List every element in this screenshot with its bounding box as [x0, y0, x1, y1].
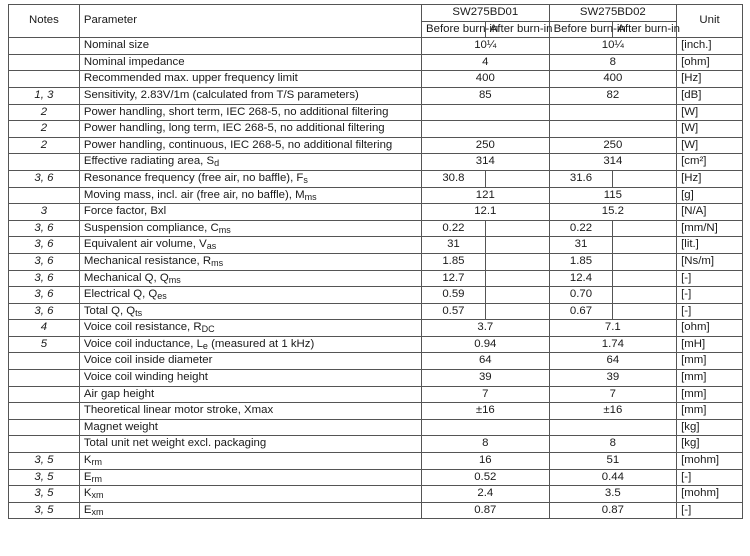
row-value — [613, 270, 677, 287]
table-row — [9, 270, 743, 287]
parameter-label: E — [83, 470, 92, 483]
row-unit: [mm] — [677, 353, 743, 370]
row-value: 2.4 — [422, 486, 550, 503]
parameter-label: Nominal size — [83, 39, 150, 52]
row-parameter — [79, 303, 421, 320]
row-unit: [-] — [677, 287, 743, 304]
parameter-label: Power handling, continuous, IEC 268-5, no additional filtering — [83, 138, 393, 151]
table-row — [9, 436, 743, 453]
notes-header: Notes — [9, 5, 80, 38]
row-value — [549, 419, 677, 436]
row-unit: [-] — [677, 502, 743, 519]
row-parameter — [79, 54, 421, 71]
row-value: 0.70 — [549, 287, 613, 304]
row-notes — [9, 154, 80, 171]
parameter-subscript: xm — [91, 506, 104, 517]
row-notes: 3 — [9, 204, 80, 221]
row-value — [422, 121, 550, 138]
row-value — [613, 170, 677, 187]
table-row — [9, 403, 743, 420]
row-unit: [inch.] — [677, 38, 743, 55]
table-row — [9, 469, 743, 486]
parameter-subscript: e — [202, 340, 208, 351]
parameter-subscript: ms — [304, 191, 317, 202]
row-notes: 3, 6 — [9, 220, 80, 237]
row-value — [422, 419, 550, 436]
row-notes — [9, 54, 80, 71]
row-unit: [mm/N] — [677, 220, 743, 237]
row-value: 0.59 — [422, 287, 486, 304]
row-parameter — [79, 336, 421, 353]
row-notes — [9, 71, 80, 88]
row-notes — [9, 370, 80, 387]
row-value: 1.85 — [422, 253, 486, 270]
parameter-label: Moving mass, incl. air (free air, no baffle), M — [83, 188, 305, 201]
row-notes: 3, 5 — [9, 469, 80, 486]
parameter-header: Parameter — [79, 5, 421, 38]
parameter-subscript: ts — [135, 307, 143, 318]
table-row — [9, 370, 743, 387]
row-notes — [9, 419, 80, 436]
row-notes: 1, 3 — [9, 87, 80, 104]
row-value: 51 — [549, 453, 677, 470]
table-row — [9, 253, 743, 270]
row-value: ±16 — [422, 403, 550, 420]
row-value: 12.1 — [422, 204, 550, 221]
row-parameter — [79, 204, 421, 221]
row-value: 400 — [422, 71, 550, 88]
row-notes: 3, 6 — [9, 170, 80, 187]
row-value: 0.94 — [422, 336, 550, 353]
row-notes: 3, 5 — [9, 453, 80, 470]
row-value — [485, 237, 549, 254]
row-unit: [lit.] — [677, 237, 743, 254]
parameter-label: Mechanical resistance, R — [83, 254, 212, 267]
row-notes: 3, 6 — [9, 270, 80, 287]
row-value: 3.7 — [422, 320, 550, 337]
row-value — [485, 303, 549, 320]
table-body — [9, 38, 743, 519]
row-value — [485, 287, 549, 304]
table-row — [9, 104, 743, 121]
parameter-suffix: (measured at 1 kHz) — [207, 337, 315, 350]
parameter-subscript: es — [157, 291, 167, 302]
row-notes: 3, 6 — [9, 253, 80, 270]
row-parameter — [79, 419, 421, 436]
row-value — [613, 220, 677, 237]
row-value: 1.74 — [549, 336, 677, 353]
row-value: ±16 — [549, 403, 677, 420]
table-row — [9, 386, 743, 403]
row-notes — [9, 403, 80, 420]
parameter-label: K — [83, 454, 92, 467]
row-value: 0.87 — [549, 502, 677, 519]
parameter-subscript: xm — [91, 490, 104, 501]
parameter-label: Sensitivity, 2.83V/1m (calculated from T/S parameters) — [83, 88, 359, 101]
table-row — [9, 502, 743, 519]
parameter-subscript: ms — [211, 257, 224, 268]
row-unit: [mohm] — [677, 453, 743, 470]
row-notes — [9, 436, 80, 453]
row-value: 30.8 — [422, 170, 486, 187]
row-value: 12.4 — [549, 270, 613, 287]
row-value — [485, 220, 549, 237]
row-notes — [9, 187, 80, 204]
parameter-label: Equivalent air volume, V — [83, 238, 207, 251]
table-row — [9, 154, 743, 171]
row-parameter — [79, 137, 421, 154]
row-unit: [Ns/m] — [677, 253, 743, 270]
row-unit: [cm²] — [677, 154, 743, 171]
table-row — [9, 187, 743, 204]
row-parameter — [79, 187, 421, 204]
row-value — [485, 170, 549, 187]
row-value: 0.52 — [422, 469, 550, 486]
table-row — [9, 170, 743, 187]
row-value — [613, 237, 677, 254]
parameter-subscript: s — [303, 174, 308, 185]
row-value — [613, 303, 677, 320]
row-value: 1.85 — [549, 253, 613, 270]
row-value: 31.6 — [549, 170, 613, 187]
row-unit: [N/A] — [677, 204, 743, 221]
row-parameter — [79, 154, 421, 171]
row-parameter — [79, 502, 421, 519]
row-value — [613, 253, 677, 270]
row-value: 64 — [549, 353, 677, 370]
row-value: 64 — [422, 353, 550, 370]
parameter-label: Power handling, short term, IEC 268-5, no additional filtering — [83, 105, 389, 118]
row-value: 3.5 — [549, 486, 677, 503]
parameter-label: Suspension compliance, C — [83, 221, 219, 234]
unit-header: Unit — [677, 5, 743, 38]
row-value: 8 — [549, 54, 677, 71]
parameter-subscript: d — [214, 158, 220, 169]
parameter-label: Voice coil inside diameter — [83, 354, 213, 367]
row-unit: [mm] — [677, 386, 743, 403]
table-row — [9, 137, 743, 154]
parameter-label: Electrical Q, Q — [83, 288, 158, 301]
row-value: 39 — [422, 370, 550, 387]
row-value: 12.7 — [422, 270, 486, 287]
table-row — [9, 287, 743, 304]
row-parameter — [79, 469, 421, 486]
row-notes: 3, 5 — [9, 486, 80, 503]
after-burn-in-header: After burn-in — [485, 21, 549, 38]
before-burn-in-header: Before burn-in — [422, 21, 486, 38]
parameter-label: Resonance frequency (free air, no baffle), F — [83, 171, 304, 184]
table-row — [9, 87, 743, 104]
parameter-label: Recommended max. upper frequency limit — [83, 72, 298, 85]
row-value: 16 — [422, 453, 550, 470]
row-parameter — [79, 403, 421, 420]
row-parameter — [79, 287, 421, 304]
row-value: 82 — [549, 87, 677, 104]
row-notes: 3, 6 — [9, 287, 80, 304]
row-value: 4 — [422, 54, 550, 71]
row-value: 0.87 — [422, 502, 550, 519]
row-value: 8 — [549, 436, 677, 453]
row-value — [549, 104, 677, 121]
parameter-label: Voice coil inductance, L — [83, 337, 203, 350]
parameter-label: Effective radiating area, S — [83, 155, 215, 168]
parameter-table — [8, 4, 743, 519]
table-row — [9, 453, 743, 470]
row-notes: 5 — [9, 336, 80, 353]
row-unit: [-] — [677, 469, 743, 486]
row-parameter — [79, 237, 421, 254]
table-row — [9, 204, 743, 221]
row-notes: 4 — [9, 320, 80, 337]
row-unit: [ohm] — [677, 320, 743, 337]
row-unit: [Hz] — [677, 170, 743, 187]
parameter-label: Mechanical Q, Q — [83, 271, 169, 284]
row-value: 121 — [422, 187, 550, 204]
parameter-subscript: DC — [201, 324, 215, 335]
row-value — [485, 253, 549, 270]
row-unit: [ohm] — [677, 54, 743, 71]
parameter-label: Theoretical linear motor stroke, Xmax — [83, 404, 274, 417]
parameter-label: Voice coil resistance, R — [83, 321, 202, 334]
parameter-label: Nominal impedance — [83, 55, 185, 68]
row-notes — [9, 353, 80, 370]
row-value — [422, 104, 550, 121]
table-row — [9, 237, 743, 254]
parameter-label: Power handling, long term, IEC 268-5, no additional filtering — [83, 122, 385, 135]
row-value: 15.2 — [549, 204, 677, 221]
parameter-subscript: ms — [218, 224, 231, 235]
row-unit: [kg] — [677, 436, 743, 453]
parameter-label: K — [83, 487, 92, 500]
row-value: 0.57 — [422, 303, 486, 320]
table-row — [9, 419, 743, 436]
row-notes: 3, 6 — [9, 237, 80, 254]
row-value: 250 — [422, 137, 550, 154]
row-value: 31 — [422, 237, 486, 254]
row-value: 314 — [549, 154, 677, 171]
row-parameter — [79, 121, 421, 138]
parameter-label: Air gap height — [83, 387, 155, 400]
row-notes: 3, 5 — [9, 502, 80, 519]
row-value — [549, 121, 677, 138]
row-unit: [mohm] — [677, 486, 743, 503]
row-value: 39 — [549, 370, 677, 387]
row-value: 7.1 — [549, 320, 677, 337]
row-notes: 2 — [9, 137, 80, 154]
row-parameter — [79, 353, 421, 370]
row-parameter — [79, 220, 421, 237]
row-value: 0.44 — [549, 469, 677, 486]
table-row — [9, 71, 743, 88]
row-unit: [Hz] — [677, 71, 743, 88]
parameter-subscript: ms — [168, 274, 181, 285]
parameter-label: E — [83, 503, 92, 516]
row-unit: [W] — [677, 104, 743, 121]
parameter-label: Magnet weight — [83, 420, 158, 433]
row-notes: 3, 6 — [9, 303, 80, 320]
row-unit: [W] — [677, 121, 743, 138]
row-notes — [9, 386, 80, 403]
row-value: 0.22 — [549, 220, 613, 237]
table-row — [9, 38, 743, 55]
row-value — [613, 287, 677, 304]
row-parameter — [79, 104, 421, 121]
row-value: 8 — [422, 436, 550, 453]
row-value: 31 — [549, 237, 613, 254]
row-value: 115 — [549, 187, 677, 204]
row-value: 7 — [549, 386, 677, 403]
row-value: 314 — [422, 154, 550, 171]
row-unit: [dB] — [677, 87, 743, 104]
row-value: 250 — [549, 137, 677, 154]
row-unit: [kg] — [677, 419, 743, 436]
row-notes — [9, 38, 80, 55]
row-value: 10¼ — [422, 38, 550, 55]
table-row — [9, 121, 743, 138]
row-parameter — [79, 436, 421, 453]
row-value — [485, 270, 549, 287]
parameter-subscript: rm — [91, 457, 102, 468]
row-value: 0.22 — [422, 220, 486, 237]
row-parameter — [79, 87, 421, 104]
row-parameter — [79, 270, 421, 287]
after-burn-in-header: After burn-in — [613, 21, 677, 38]
parameter-label: Total unit net weight excl. packaging — [83, 437, 267, 450]
row-value: 0.67 — [549, 303, 613, 320]
row-notes: 2 — [9, 121, 80, 138]
table-row — [9, 54, 743, 71]
row-value: 10¼ — [549, 38, 677, 55]
row-parameter — [79, 320, 421, 337]
parameter-subscript: rm — [91, 473, 102, 484]
table-row — [9, 220, 743, 237]
before-burn-in-header: Before burn-in — [549, 21, 613, 38]
row-parameter — [79, 170, 421, 187]
row-parameter — [79, 453, 421, 470]
row-value: 7 — [422, 386, 550, 403]
parameter-label: Voice coil winding height — [83, 371, 208, 384]
model-header-2: SW275BD02 — [549, 5, 677, 22]
row-parameter — [79, 253, 421, 270]
row-unit: [-] — [677, 303, 743, 320]
row-unit: [mm] — [677, 370, 743, 387]
table-row — [9, 303, 743, 320]
table-row — [9, 320, 743, 337]
row-parameter — [79, 486, 421, 503]
parameter-subscript: as — [206, 241, 217, 252]
row-unit: [mH] — [677, 336, 743, 353]
row-unit: [W] — [677, 137, 743, 154]
row-parameter — [79, 71, 421, 88]
row-value: 85 — [422, 87, 550, 104]
row-unit: [g] — [677, 187, 743, 204]
table-row — [9, 336, 743, 353]
row-parameter — [79, 370, 421, 387]
row-notes: 2 — [9, 104, 80, 121]
row-unit: [mm] — [677, 403, 743, 420]
row-parameter — [79, 38, 421, 55]
row-unit: [-] — [677, 270, 743, 287]
model-header-1: SW275BD01 — [422, 5, 550, 22]
parameter-label: Total Q, Q — [83, 304, 136, 317]
parameter-label: Force factor, Bxl — [83, 205, 167, 218]
row-value: 400 — [549, 71, 677, 88]
table-row — [9, 486, 743, 503]
row-parameter — [79, 386, 421, 403]
table-row — [9, 353, 743, 370]
